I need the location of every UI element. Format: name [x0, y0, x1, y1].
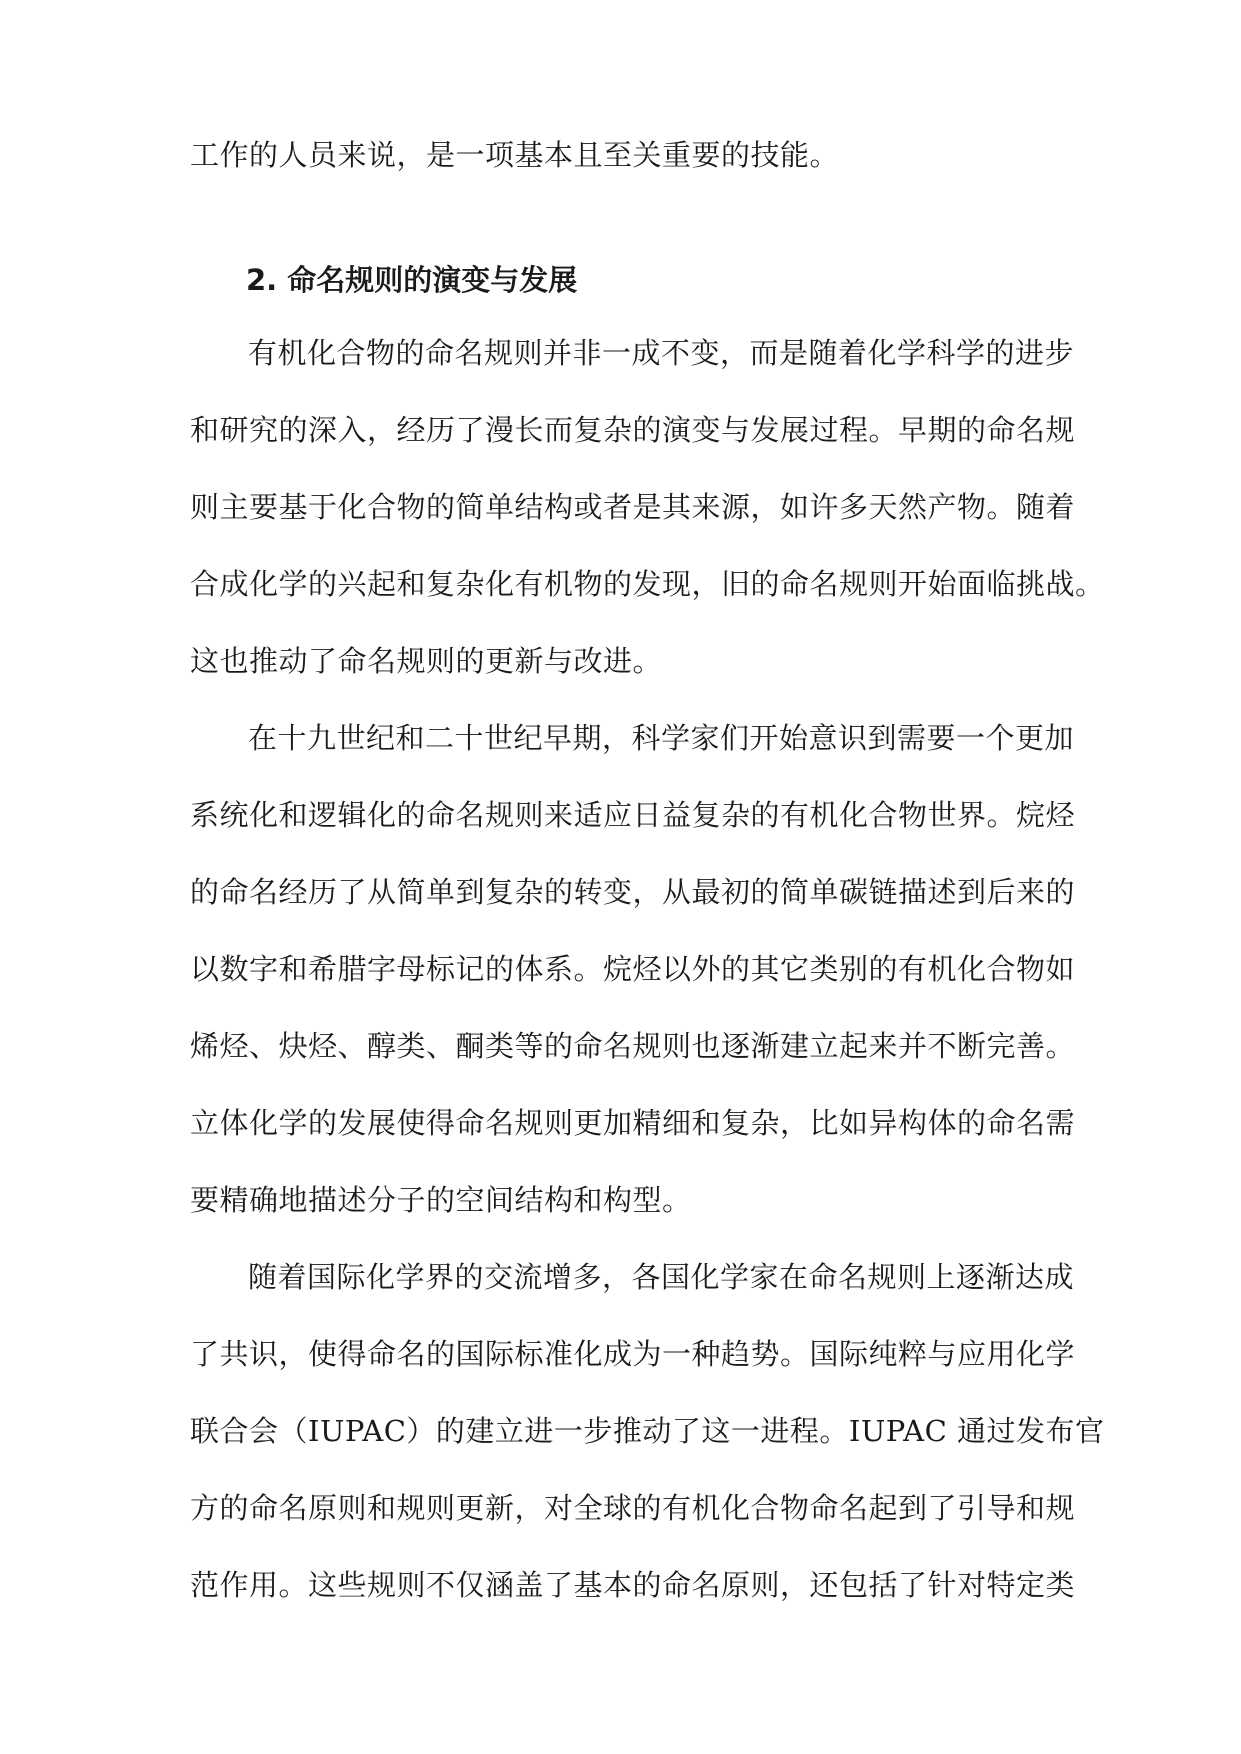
- text-line-13: 要精确地描述分子的空间结构和构型。: [190, 1183, 692, 1217]
- text-line-8: 系统化和逻辑化的命名规则来适应日益复杂的有机化合物世界。烷烃: [190, 798, 1076, 832]
- text-line-5: 合成化学的兴起和复杂化有机物的发现，旧的命名规则开始面临挑战。: [190, 567, 1105, 601]
- text-line-4: 则主要基于化合物的简单结构或者是其来源，如许多天然产物。随着: [190, 490, 1076, 524]
- text-line-18: 范作用。这些规则不仅涵盖了基本的命名原则，还包括了针对特定类: [190, 1568, 1076, 1602]
- text-line-10: 以数字和希腊字母标记的体系。烷烃以外的其它类别的有机化合物如: [190, 952, 1076, 986]
- text-line-16: 联合会（IUPAC）的建立进一步推动了这一进程。IUPAC 通过发布官: [190, 1414, 1105, 1448]
- section-heading: 2. 命名规则的演变与发展: [246, 263, 578, 297]
- text-line-6: 这也推动了命名规则的更新与改进。: [190, 644, 663, 678]
- text-line-3: 和研究的深入，经历了漫长而复杂的演变与发展过程。早期的命名规: [190, 413, 1076, 447]
- text-line-7: 在十九世纪和二十世纪早期，科学家们开始意识到需要一个更加: [248, 721, 1075, 755]
- text-line-17: 方的命名原则和规则更新，对全球的有机化合物命名起到了引导和规: [190, 1491, 1076, 1525]
- text-line-12: 立体化学的发展使得命名规则更加精细和复杂，比如异构体的命名需: [190, 1106, 1076, 1140]
- text-line-9: 的命名经历了从简单到复杂的转变，从最初的简单碳链描述到后来的: [190, 875, 1076, 909]
- text-line-2: 有机化合物的命名规则并非一成不变，而是随着化学科学的进步: [248, 336, 1075, 370]
- text-line-1: 工作的人员来说，是一项基本且至关重要的技能。: [190, 138, 840, 172]
- text-line-14: 随着国际化学界的交流增多，各国化学家在命名规则上逐渐达成: [248, 1260, 1075, 1294]
- text-line-15: 了共识，使得命名的国际标准化成为一种趋势。国际纯粹与应用化学: [190, 1337, 1076, 1371]
- text-line-11: 烯烃、炔烃、醇类、酮类等的命名规则也逐渐建立起来并不断完善。: [190, 1029, 1076, 1063]
